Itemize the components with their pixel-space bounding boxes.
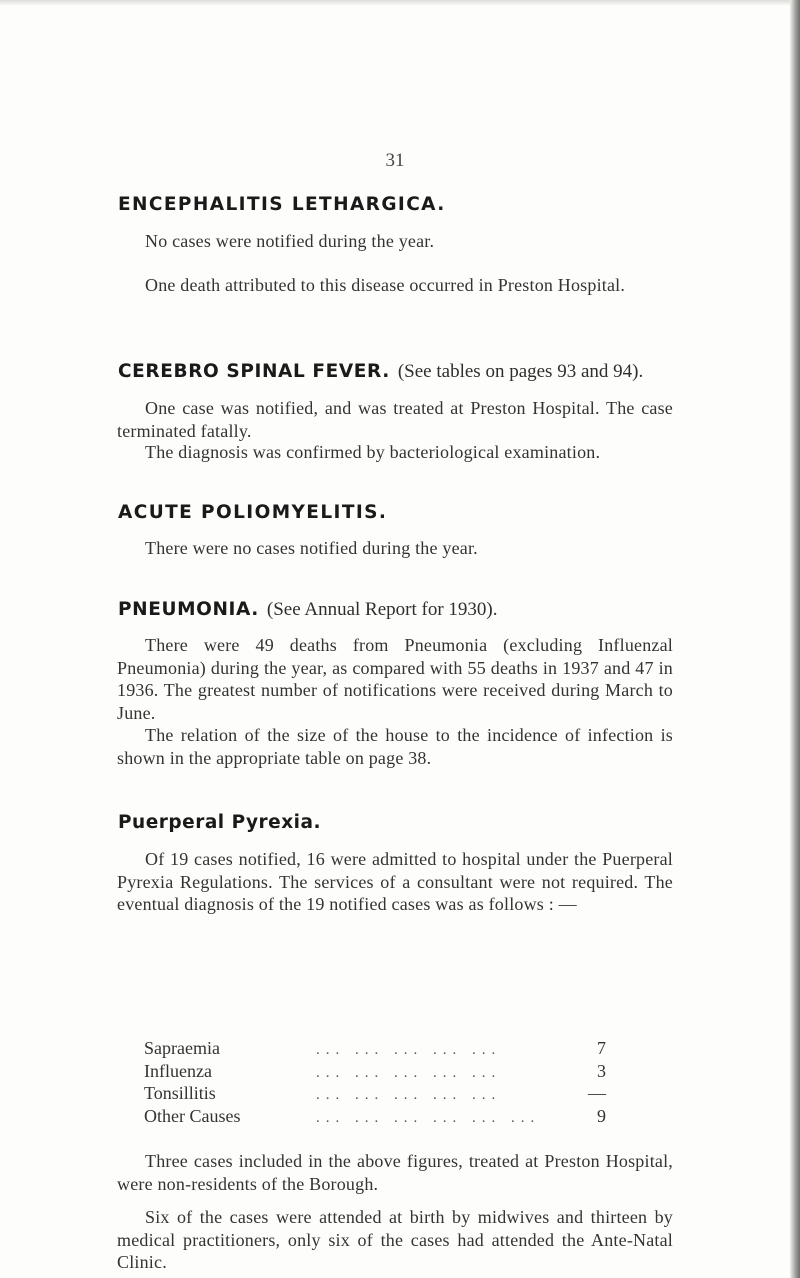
leader-dots: ... ... ... ... ...: [316, 1042, 502, 1058]
cerebro-spinal-paragraph-1: One case was notified, and was treated at Preston Hospital. The case terminated fatally.: [117, 398, 673, 441]
table-row: [144, 1061, 606, 1084]
pneumonia-note: (See Annual Report for 1930).: [266, 599, 498, 620]
diagnosis-count: 9: [597, 1105, 606, 1126]
cerebro-spinal-paragraph-2: The diagnosis was confirmed by bacteriological examination.: [145, 442, 601, 462]
heading-puerperal-pyrexia: Puerperal Pyrexia.: [118, 812, 321, 833]
page-number: 31: [385, 150, 405, 171]
heading-poliomyelitis: ACUTE POLIOMYELITIS.: [118, 502, 388, 523]
heading-cerebro-spinal: [118, 361, 643, 383]
leader-dots: ... ... ... ... ...: [316, 1064, 502, 1081]
diagnosis-count: —: [588, 1083, 606, 1103]
table-row: [144, 1083, 606, 1106]
diagnosis-label: Other Causes: [144, 1105, 241, 1126]
diagnosis-table: [144, 1038, 606, 1128]
diagnosis-count: 7: [597, 1038, 606, 1058]
leader-dots: ... ... ... ... ...: [316, 1087, 502, 1103]
poliomyelitis-paragraph: There were no cases notified during the year.: [145, 538, 478, 558]
encephalitis-paragraph-1: No cases were notified during the year.: [145, 231, 435, 251]
pneumonia-paragraph-1: There were 49 deaths from Pneumonia (excluding Influenzal Pneumonia) during the year, as compared with 55 deaths in 1937 and 47 in 1936. The greatest number of notifications were received during March to June.: [117, 635, 673, 723]
page-right-edge: [790, 0, 800, 1278]
heading-pneumonia-title: PNEUMONIA.: [118, 599, 259, 620]
cerebro-spinal-note: (See tables on pages 93 and 94).: [397, 361, 644, 382]
heading-cerebro-spinal-title: CEREBRO SPINAL FEVER.: [118, 361, 390, 382]
heading-pneumonia: [118, 599, 498, 621]
leader-dots: ... ... ... ... ... ...: [316, 1109, 541, 1126]
diagnosis-count: 3: [597, 1060, 606, 1081]
heading-encephalitis: ENCEPHALITIS LETHARGICA.: [118, 194, 446, 215]
encephalitis-paragraph-2: One death attributed to this disease occurred in Preston Hospital.: [145, 275, 626, 295]
table-row: [144, 1106, 606, 1129]
diagnosis-label: Influenza: [144, 1060, 212, 1081]
diagnosis-label: Tonsillitis: [144, 1083, 216, 1103]
puerperal-paragraph-1: Of 19 cases notified, 16 were admitted to hospital under the Puerperal Pyrexia Regulations. The services of a consultant were not required. The eventual diagnosis of the 19 notified cases was as follows : —: [117, 849, 673, 914]
puerperal-paragraph-2: Three cases included in the above figures, treated at Preston Hospital, were non-residents of the Borough.: [117, 1151, 673, 1194]
pneumonia-paragraph-2: The relation of the size of the house to the incidence of infection is shown in the appropriate table on page 38.: [117, 725, 673, 768]
diagnosis-label: Sapraemia: [144, 1038, 220, 1058]
table-row: [144, 1038, 606, 1061]
puerperal-paragraph-3: Six of the cases were attended at birth by midwives and thirteen by medical practitioners, only six of the cases had attended the Ante-Natal Clinic.: [117, 1207, 673, 1272]
